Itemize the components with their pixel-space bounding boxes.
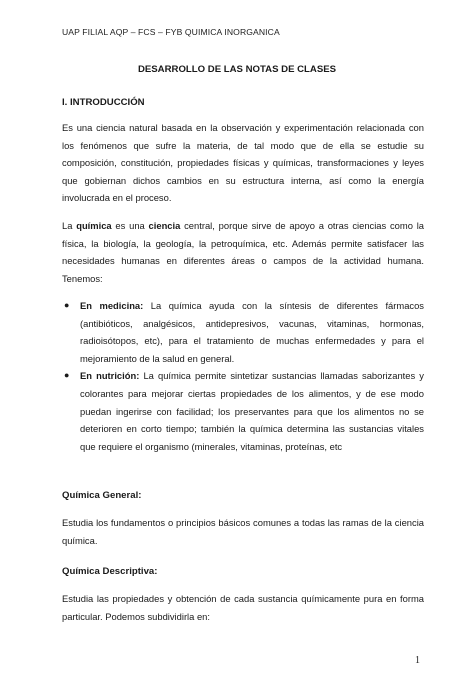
page-header: UAP FILIAL AQP – FCS – FYB QUIMICA INORGANICA: [62, 27, 280, 37]
list-item-text: La química permite sintetizar sustancias llamadas saborizantes y colorantes para mejorar ciertas propiedades de los alimentos, y de ese modo puedan ingerirse con facilidad; los preservantes para que los alimentos no se deterioren en corto tiempo; también la química determina las sustancias vitales que requiere el organismo (minerales, vitaminas, proteínas, etc: [80, 370, 424, 452]
intro-paragraph: Es una ciencia natural basada en la observación y experimentación relacionada con los fenómenos que sufre la materia, de tal modo que de ella se estudie su composición, constitución, propiedades físicas y químicas, transformaciones y leyes que gobiernan dichos cambios en su estructura interna, así como la energía involucrada en el proceso.: [62, 122, 424, 204]
applications-list: [62, 297, 424, 455]
ciencia-bold-term: ciencia: [148, 220, 181, 231]
list-item-text: La química ayuda con la síntesis de diferentes fármacos (antibióticos, analgésicos, antidepresivos, vacunas, vitaminas, hormonas, radioisótopos, etc), para el tratamiento de muchas enfermedades y para el mejoramiento de la salud en general.: [80, 300, 424, 364]
heading-quimica-descriptiva: Química Descriptiva:: [62, 566, 158, 577]
quimica-descriptiva-text: Estudia las propiedades y obtención de cada sustancia químicamente pura en forma particular. Podemos subdividirla en:: [62, 593, 424, 622]
list-item-medicina: [62, 297, 424, 367]
bullet-icon: ●: [64, 300, 70, 310]
quimica-text-2: es una: [111, 220, 149, 231]
quimica-text-3: central, porque sirve de apoyo a otras ciencias como la física, la biología, la geología, la petroquímica, etc. Además permite satisfacer las necesidades humanas en diferentes áreas o campos de la actividad humana. Tenemos:: [62, 220, 424, 284]
bullet-icon: ●: [64, 370, 70, 381]
quimica-general-text: Estudia los fundamentos o principios básicos comunes a todas las ramas de la ciencia química.: [62, 517, 424, 546]
list-item-nutricion: [62, 367, 424, 455]
quimica-text-1: La: [62, 220, 77, 231]
quimica-paragraph: [62, 217, 424, 287]
section-heading-intro: I. INTRODUCCIÓN: [62, 97, 145, 108]
heading-quimica-general: Química General:: [62, 490, 142, 501]
list-item-label: En nutrición:: [80, 370, 140, 382]
quimica-bold-term: química: [76, 220, 112, 231]
page-title: DESARROLLO DE LAS NOTAS DE CLASES: [137, 64, 337, 75]
page-number: 1: [415, 655, 420, 666]
list-item-label: En medicina:: [80, 300, 144, 311]
